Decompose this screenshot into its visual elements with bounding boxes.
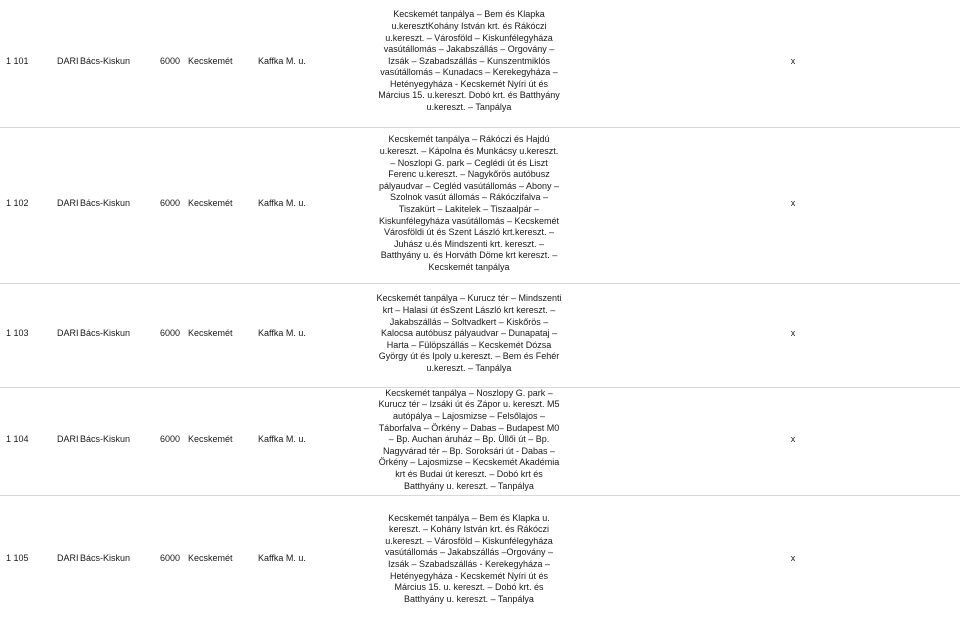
route-description xyxy=(376,128,562,280)
street: Kaffka M. u. xyxy=(258,434,306,445)
mark: x xyxy=(790,328,796,339)
route-id: 1 102 xyxy=(6,198,29,209)
zip-code: 6000 xyxy=(160,55,181,66)
table-row xyxy=(0,387,960,492)
route-text: Kecskemét tanpálya – Bem és Klapka u.keresztKohány István krt. és Rákóczi u.kereszt. – Városföld – Kiskunfélegyháza vasútállomás – Jakabszállás – Orgovány – Izsák – Szabadszállás – Kunszentmiklós vasútállomás – Kunadacs – Kerekegyháza – Hetényegyháza - Kecskemét Nyíri út és Március 15. u.kereszt. Dobó krt. és Batthyány u.kereszt. – Tanpálya xyxy=(378,9,560,113)
zip-code: 6000 xyxy=(160,553,181,564)
table-row xyxy=(0,0,960,123)
mark: x xyxy=(790,198,796,209)
route-text: Kecskemét tanpálya – Rákóczi és Hajdú u.kereszt. – Kápolna és Munkácsy u.kereszt. – Noszlopi G. park – Ceglédi út és Liszt Ferenc u.kereszt. – Nagykőrös autóbusz pályaudvar – Cegléd vasútállomás – Abony – Szolnok vasút állomás – Rákóczifalva – Tiszakürt – Lakitelek – Tiszaalpár – Kiskunfélegyháza vasútállomás – Kecskemét Városföldi út és Szent László krt.kereszt. – Juhász u.és Mindszenti krt. kereszt. – Batthyány u. és Horváth Döme krt kereszt. – Kecskemét tanpálya xyxy=(378,134,560,272)
city: Kecskemét xyxy=(188,198,233,209)
route-text: Kecskemét tanpálya – Noszlopy G. park – Kurucz tér – Izsáki út és Zápor u. kereszt. M5 autópálya – Lajosmizse – Felsőlajos – Táborfalva – Örkény – Dabas – Budapest M0 – Bp. Auchan áruház – Bp. Üllői út – Bp. Nagyvárad tér – Bp. Soroksári út - Dabas – Örkény – Lajosmizse – Kecskemét Akadémia krt és Budai út kereszt. – Dobó krt és Batthyány u. kereszt. – Tanpálya xyxy=(378,387,560,491)
route-id: 1 105 xyxy=(6,553,29,564)
county: Bács-Kiskun xyxy=(80,328,131,339)
operator: DARI xyxy=(57,553,79,564)
operator: DARI xyxy=(57,434,79,445)
route-text: Kecskemét tanpálya – Kurucz tér – Mindszenti krt – Halasi út ésSzent László krt kereszt. – Jakabszállás – Soltvadkert – Kiskőrös – Kalocsa autóbusz pályaudvar – Dunapataj – Harta – Fülöpszállás – Kecskemét Dózsa György út és Ipoly u.kereszt. – Bem és Fehér u.kereszt. – Tanpálya xyxy=(376,293,562,373)
county: Bács-Kiskun xyxy=(80,553,131,564)
table-row xyxy=(0,127,960,280)
route-text: Kecskemét tanpálya – Bem és Klapka u. kereszt. – Kohány István krt. és Rákóczi u.kereszt. – Városföld – Kiskunfélegyháza vasútállomás – Jakabszállás –Orgovány – Izsák – Szabadszállás - Kerekegyháza – Hetényegyháza - Kecskemét Nyíri út és Március 15. u. kereszt. – Dobó krt. és Batthyány u. kereszt. – Tanpálya xyxy=(384,512,554,604)
zip-code: 6000 xyxy=(160,198,181,209)
operator: DARI xyxy=(57,198,79,209)
operator: DARI xyxy=(57,328,79,339)
street: Kaffka M. u. xyxy=(258,328,306,339)
mark: x xyxy=(790,55,796,66)
county: Bács-Kiskun xyxy=(80,55,131,66)
operator: DARI xyxy=(57,55,79,66)
zip-code: 6000 xyxy=(160,328,181,339)
zip-code: 6000 xyxy=(160,434,181,445)
table-row xyxy=(0,495,960,622)
route-id: 1 101 xyxy=(6,55,29,66)
city: Kecskemét xyxy=(188,55,233,66)
route-id: 1 103 xyxy=(6,328,29,339)
city: Kecskemét xyxy=(188,553,233,564)
city: Kecskemét xyxy=(188,434,233,445)
route-id: 1 104 xyxy=(6,434,29,445)
street: Kaffka M. u. xyxy=(258,553,306,564)
street: Kaffka M. u. xyxy=(258,198,306,209)
route-description xyxy=(376,284,562,384)
route-description xyxy=(376,0,562,123)
mark: x xyxy=(790,553,796,564)
route-description xyxy=(376,388,562,492)
mark: x xyxy=(790,434,796,445)
county: Bács-Kiskun xyxy=(80,198,131,209)
county: Bács-Kiskun xyxy=(80,434,131,445)
table-row xyxy=(0,283,960,384)
route-description xyxy=(376,496,562,622)
city: Kecskemét xyxy=(188,328,233,339)
street: Kaffka M. u. xyxy=(258,55,306,66)
